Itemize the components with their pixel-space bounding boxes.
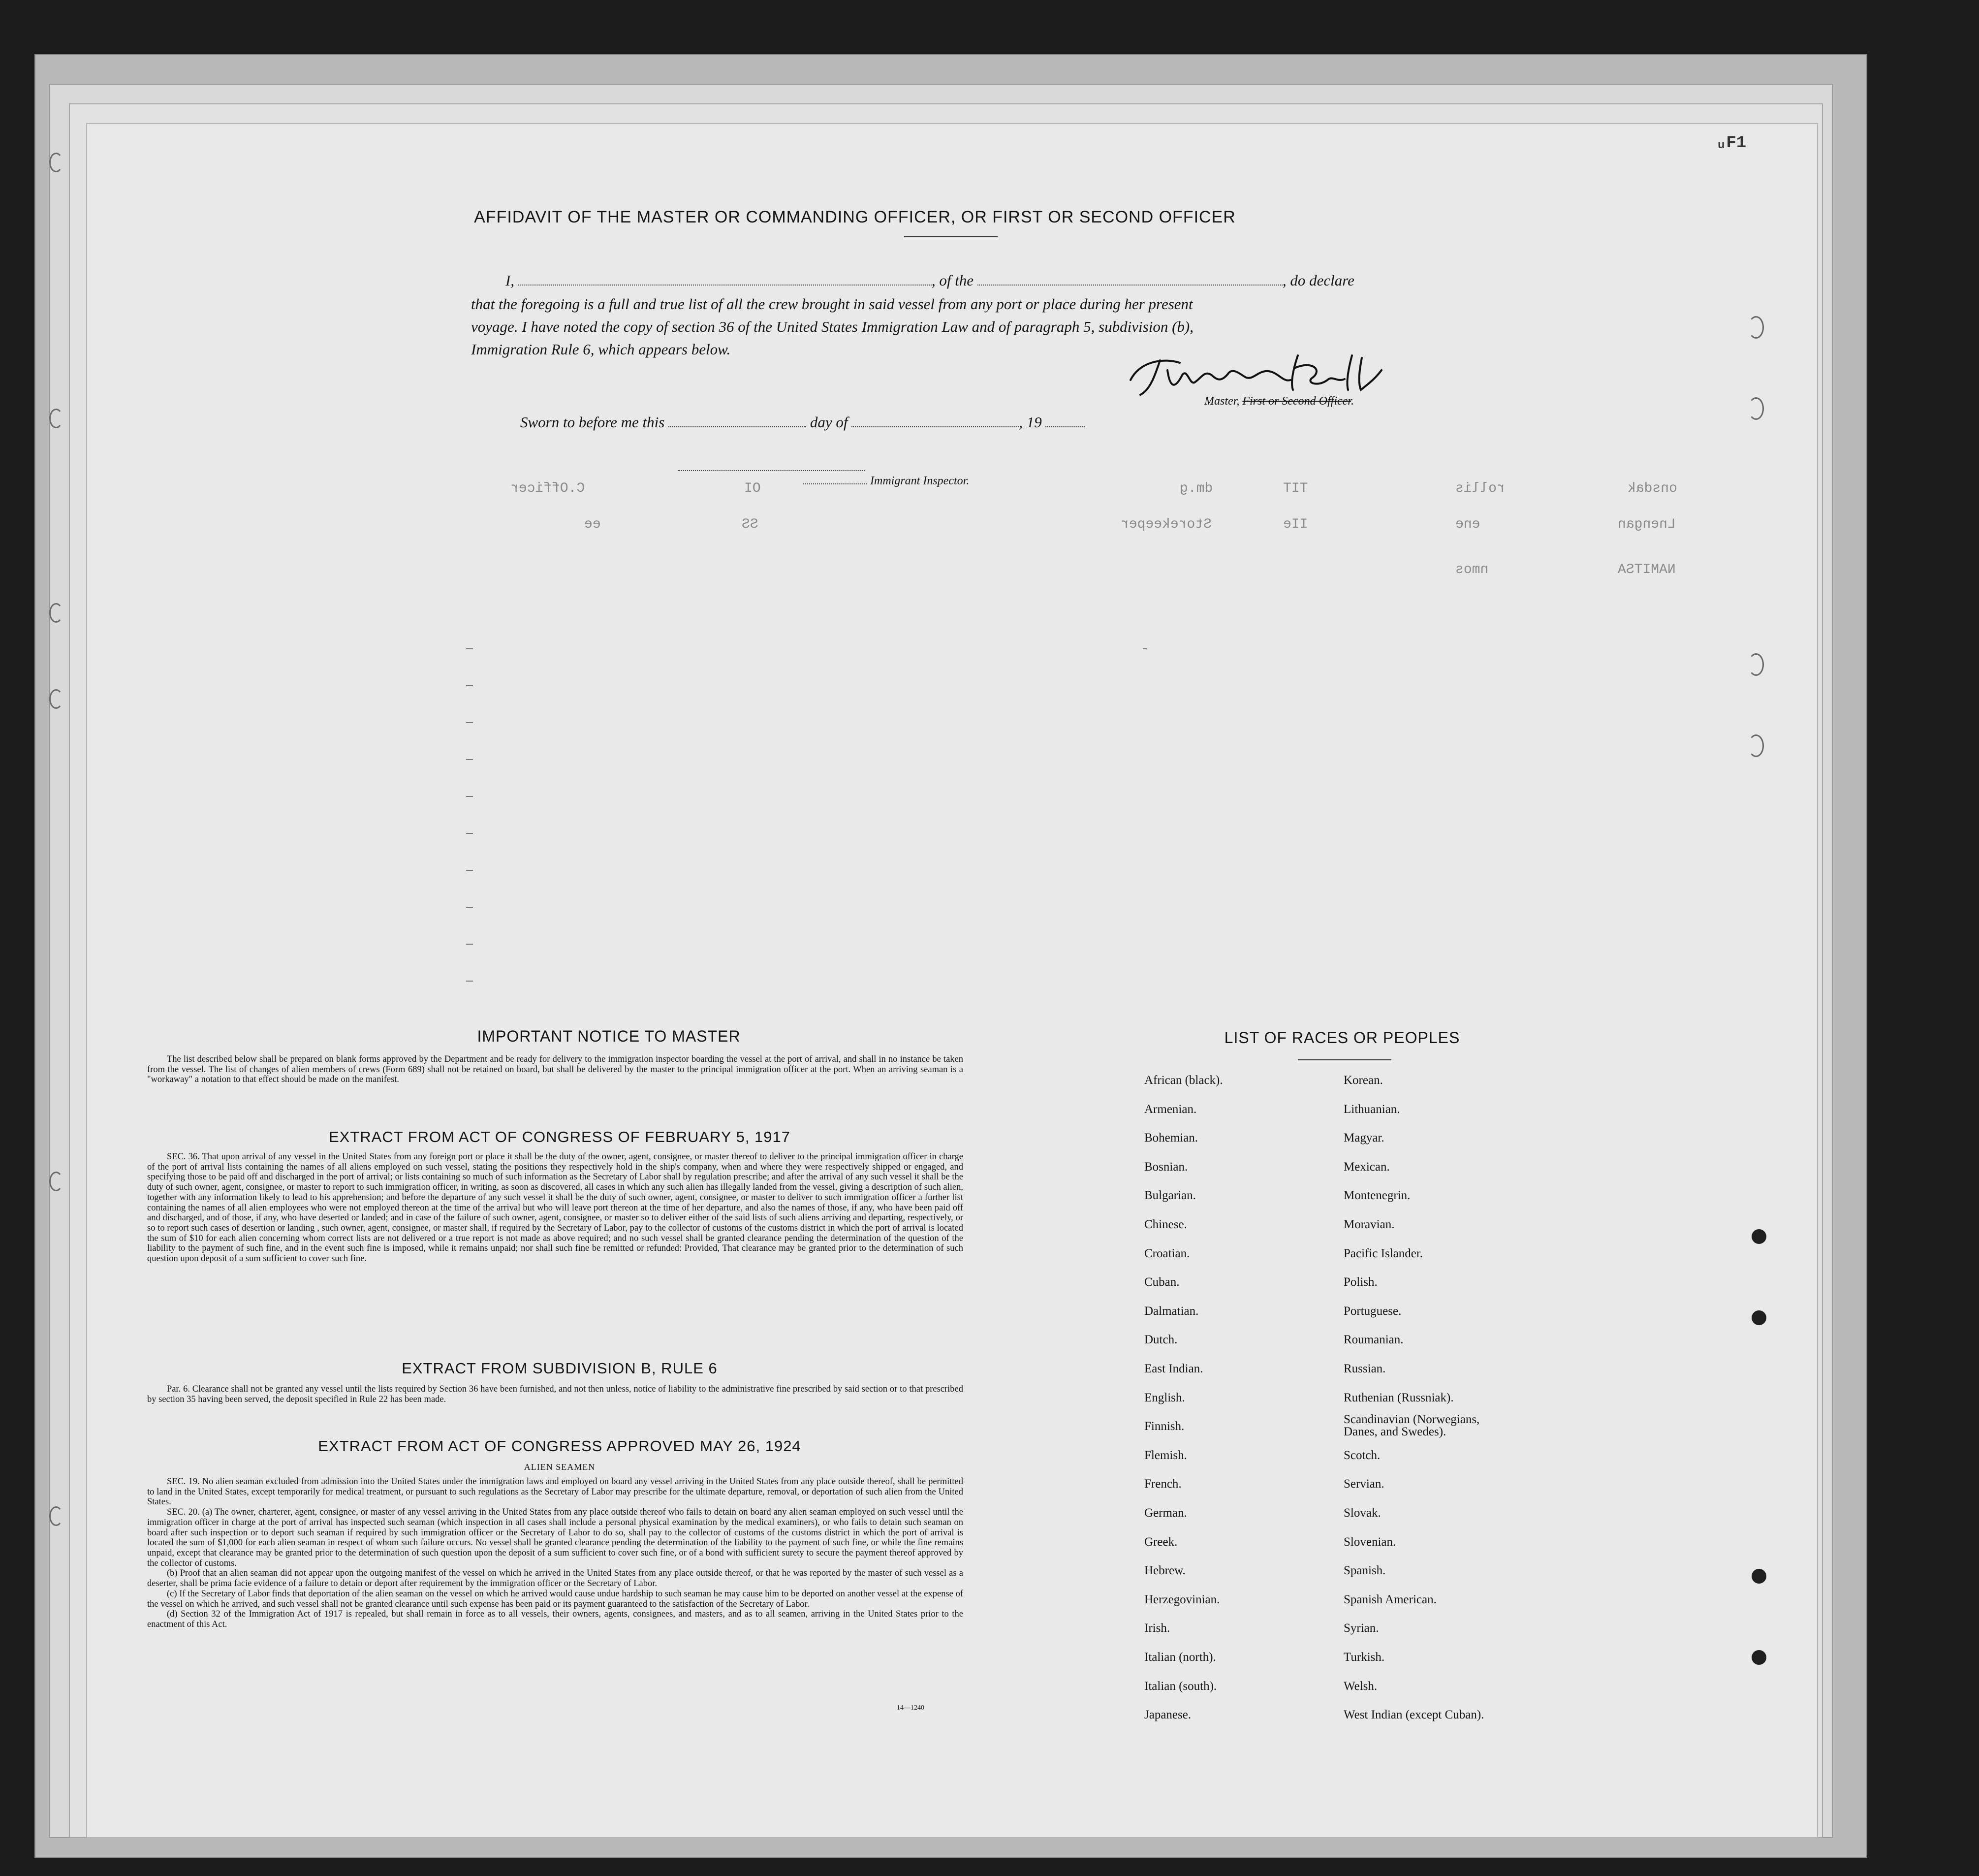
caption-period: .: [1351, 395, 1354, 408]
rule6-paragraph: Par. 6. Clearance shall not be granted any vessel until the lists required by Section 36 have been furnished, and not then unless, notice of liability to the administrative fine prescribed by said section or to that prescribed by section 35 having been served, the deposit specified in Rule 22 has been made.: [147, 1384, 963, 1404]
race-item: Armenian.: [1144, 1102, 1197, 1116]
inspector-label-text: Immigrant Inspector.: [870, 475, 970, 487]
faint-tick: [466, 907, 473, 908]
race-item: Portuguese.: [1344, 1304, 1402, 1318]
race-item: Japanese.: [1144, 1708, 1192, 1722]
races-rule: [1298, 1059, 1391, 1060]
sec-20a-paragraph: SEC. 20. (a) The owner, charterer, agent, consignee, or master of any vessel arriving in the United States from any place outside thereof who fails to detain on board any alien seaman employed on such vessel until the immigration officer in charge at the port of arrival has inspected such seaman (which inspection in all cases shall include a personal physical examination by the medical examiners), or who fails to detain such seaman on board after such inspection or to deport such seaman if required by such immigration officer or the Secretary of Labor to do so, shall pay to the collector of customs of the customs district in which the port of arrival is located the sum of $1,000 for each alien seaman in respect of whom such failure occurs. No vessel shall be granted clearance pending the determination of the liability to the payment of such fine, or while the fine remains unpaid, except that clearance may be granted prior to the determination of such question upon the deposit of a sum sufficient to cover such fine, or of a bond with sufficient surety to secure the payment thereof approved by the collector of customs.: [147, 1507, 963, 1568]
race-item: Moravian.: [1344, 1218, 1395, 1231]
inspector-blank[interactable]: [803, 479, 867, 484]
race-item: African (black).: [1144, 1074, 1223, 1087]
race-item: Montenegrin.: [1344, 1189, 1411, 1203]
race-item: Hebrew.: [1144, 1564, 1186, 1578]
sec-36-paragraph: SEC. 36. That upon arrival of any vessel in the United States from any foreign port or place it shall be the duty of the owner, agent, consignee, or master thereof to deliver to the principal immigration officer in charge of the port of arrival lists containing the names of all aliens employed on such vessel, stating the positions they respectively hold in the ship's company, when and where they were respectively shipped or engaged, and specifying those to be paid off and discharged in the port of arrival; or lists containing so much of such information as the Secretary of Labor shall by regulation prescribe; and after the arrival of any such vessel it shall be the duty of such owner, agent, consignee, or master to report to such immigration officer, in writing, as soon as discovered, all cases in which any such alien has illegally landed from the vessel, giving a description of such alien, together with any information likely to lead to his apprehension; and before the departure of any such vessel it shall be the duty of such owner, agent, consignee, or master to deliver to such immigration officer a further list containing the names of all alien employees who were not employed thereon at the time of the arrival but who will leave port thereon at the time of her departure, and also the names of those, if any, who have been paid off and discharged, and of those, if any, who have deserted or landed; and in case of the failure of such owner, agent, consignee, or master so to deliver either of the said lists of such aliens arriving and departing, respectively, or so to report such cases of desertion or landing , such owner, agent, consignee, or master shall, if required by the Secretary of Labor, pay to the collector of customs of the customs district in which the port of arrival is located the sum of $10 for each alien concerning whom correct lists are not delivered or a true report is not made as above required; and no such vessel shall be granted clearance pending the determination of the question of the liability to the payment of such fine, and in the event such fine is imposed, while it remains unpaid; nor shall such fine be remitted or refunded: Provided, That clearance may be granted prior to the determination of such question upon deposit of a sum sufficient to cover such fine.: [147, 1152, 963, 1264]
race-item: Finnish.: [1144, 1420, 1185, 1433]
bleed-text: ene: [1455, 517, 1480, 532]
notice-paragraph: The list described below shall be prepared on blank forms approved by the Department and be ready for delivery to the immigration inspector boarding the vessel at the port of arrival, and shall in no instance be taken from the vessel. The list of changes of alien members of crews (Form 689) shall not be retained on board, but shall be delivered by the master to the principal immigration officer at the port. When an arriving seaman is a "workaway" a notation to that effect should be made on the manifest.: [147, 1054, 963, 1085]
extract-1917-title: EXTRACT FROM ACT OF CONGRESS OF FEBRUARY 5, 1917: [328, 1128, 791, 1145]
faint-tick: [466, 981, 473, 982]
extract-1924-body: [147, 1477, 963, 1630]
faint-tick: [466, 870, 473, 871]
race-item: Polish.: [1344, 1275, 1378, 1289]
race-item: Welsh.: [1344, 1679, 1378, 1693]
faint-tick: [466, 648, 473, 649]
race-item: Dutch.: [1144, 1333, 1178, 1347]
race-item: West Indian (except Cuban).: [1344, 1708, 1484, 1722]
affidavit-do-declare: , do declare: [1282, 272, 1354, 289]
binder-ring: [49, 409, 63, 428]
bleed-text: ee: [584, 517, 601, 532]
bleed-text: OI: [744, 481, 761, 496]
race-item: Roumanian.: [1344, 1333, 1404, 1347]
affidavit-of-the: , of the: [931, 272, 974, 289]
signature-caption: [1204, 395, 1354, 408]
race-item: Scotch.: [1344, 1448, 1381, 1462]
race-item: Ruthenian (Russniak).: [1344, 1391, 1454, 1404]
bleed-text: onsdak: [1628, 481, 1677, 496]
name-blank[interactable]: [518, 281, 932, 286]
race-item: Herzegovinian.: [1144, 1592, 1220, 1606]
bleed-text: Storekeeper: [1121, 517, 1212, 532]
race-item: Turkish.: [1344, 1651, 1385, 1664]
race-item: Syrian.: [1344, 1622, 1379, 1635]
binder-ring: [1748, 397, 1764, 420]
race-item: Greek.: [1144, 1535, 1178, 1549]
affidavit-i: I,: [505, 272, 515, 289]
punch-hole: [1752, 1569, 1766, 1584]
sec-20b-paragraph: (b) Proof that an alien seaman did not appear upon the outgoing manifest of the vessel on which he arrived in the United States from any place outside thereof, or that he was reported by the master of such vessel as a deserter, shall be prima facie evidence of a failure to detain or deport after requirement by the immigration officer or the Secretary of Labor.: [147, 1568, 963, 1589]
sec-20c-paragraph: (c) If the Secretary of Labor finds that deportation of the alien seaman on the vessel on which he arrived would cause undue hardship to such seaman he may cause him to be deported on another vessel at the expense of the vessel on which he arrived, and such vessel shall not be granted clearance until such expense has been paid or its payment guaranteed to the satisfaction of the Secretary of Labor.: [147, 1589, 963, 1609]
day-of-label: day of: [810, 413, 848, 431]
binder-ring: [1748, 653, 1764, 676]
race-item: Pacific Islander.: [1344, 1246, 1423, 1260]
race-item: Scandinavian (Norwegians, Danes, and Swedes).: [1344, 1413, 1480, 1439]
faint-tick: [466, 685, 473, 686]
race-item: Lithuanian.: [1344, 1102, 1400, 1116]
race-item: Slovenian.: [1344, 1535, 1396, 1549]
binder-ring: [49, 603, 63, 623]
bleed-text: nmos: [1455, 562, 1489, 577]
affidavit-line-1: [505, 272, 1354, 289]
sworn-line: [520, 413, 1085, 431]
race-item: English.: [1144, 1391, 1185, 1404]
notice-title: IMPORTANT NOTICE TO MASTER: [477, 1027, 741, 1045]
punch-hole: [1752, 1310, 1766, 1325]
race-item: Bohemian.: [1144, 1131, 1198, 1145]
faint-tick: [1143, 648, 1147, 649]
month-blank[interactable]: [851, 422, 1019, 427]
race-item: Croatian.: [1144, 1246, 1190, 1260]
race-item: Slovak.: [1344, 1506, 1381, 1520]
caption-struck-officer: First or Second Officer: [1242, 395, 1351, 408]
faint-tick: [466, 759, 473, 760]
bleed-text: IIe: [1283, 517, 1308, 532]
caption-master: Master,: [1204, 395, 1243, 408]
punch-hole: [1752, 1650, 1766, 1665]
alien-seamen-subtitle: ALIEN SEAMEN: [524, 1462, 596, 1472]
sec-20d-paragraph: (d) Section 32 of the Immigration Act of 1917 is repealed, but shall remain in force as to all vessels, their owners, agents, consignees, and masters, and as to all seamen, arriving in the United States prior to the enactment of this Act.: [147, 1609, 963, 1630]
extract-1924-title: EXTRACT FROM ACT OF CONGRESS APPROVED MAY 26, 1924: [318, 1437, 801, 1455]
affidavit-title: AFFIDAVIT OF THE MASTER OR COMMANDING OFFICER, OR FIRST OR SECOND OFFICER: [474, 208, 1236, 226]
binder-ring: [1748, 316, 1764, 339]
race-item: Spanish American.: [1344, 1592, 1437, 1606]
race-item: Cuban.: [1144, 1275, 1180, 1289]
affidavit-line-3: voyage. I have noted the copy of section 36 of the United States Immigration Law and of paragraph 5, subdivision (b),: [471, 318, 1194, 335]
year-prefix: , 19: [1019, 413, 1042, 431]
races-title: LIST OF RACES OR PEOPLES: [1224, 1029, 1460, 1047]
race-item: Dalmatian.: [1144, 1304, 1199, 1318]
sec-19-paragraph: SEC. 19. No alien seaman excluded from admission into the United States under the immigration laws and employed on board any vessel arriving in the United States from any place outside thereof, shall be permitted to land in the United States, except temporarily for medical treatment, or pursuant to such regulations as the Secretary of Labor may prescribe for the ultimate departure, removal, or deportation of such alien from the United States.: [147, 1477, 963, 1507]
race-item: Magyar.: [1344, 1131, 1384, 1145]
page-number: ᵤF1: [1716, 134, 1747, 153]
faint-tick: [466, 944, 473, 945]
notice-body: [147, 1054, 963, 1085]
faint-tick: [466, 796, 473, 797]
race-item: Flemish.: [1144, 1448, 1187, 1462]
vessel-blank[interactable]: [977, 281, 1283, 286]
faint-tick: [466, 722, 473, 723]
year-blank[interactable]: [1045, 422, 1085, 427]
race-item: German.: [1144, 1506, 1187, 1520]
race-item: East Indian.: [1144, 1362, 1203, 1375]
extract-rule6-body: [147, 1384, 963, 1404]
race-item: Chinese.: [1144, 1218, 1187, 1231]
race-item: Irish.: [1144, 1622, 1170, 1635]
bleed-text: Lnengan: [1618, 517, 1676, 532]
binder-ring: [49, 1172, 63, 1191]
affidavit-line-2: that the foregoing is a full and true list of all the crew brought in said vessel from any port or place during her present: [471, 295, 1193, 313]
race-item: Bosnian.: [1144, 1160, 1188, 1174]
immigrant-inspector-label: [803, 475, 969, 488]
race-item: Italian (north).: [1144, 1651, 1216, 1664]
race-item: French.: [1144, 1477, 1182, 1491]
race-item: Italian (south).: [1144, 1679, 1217, 1693]
extract-1917-body: [147, 1152, 963, 1264]
faint-tick: [466, 833, 473, 834]
race-item: Russian.: [1344, 1362, 1386, 1375]
race-item: Bulgarian.: [1144, 1189, 1196, 1203]
binder-ring: [49, 1506, 63, 1526]
race-item: Mexican.: [1344, 1160, 1390, 1174]
day-blank[interactable]: [668, 422, 806, 427]
binder-ring: [49, 689, 63, 709]
inspector-signature-blank[interactable]: [678, 466, 865, 471]
title-rule: [904, 236, 998, 237]
bleed-text: dm.g: [1180, 481, 1213, 496]
punch-hole: [1752, 1229, 1766, 1244]
binder-ring: [49, 153, 63, 172]
bleed-text: rollis: [1455, 481, 1505, 496]
bleed-text: TIT: [1283, 481, 1308, 496]
binder-ring: [1748, 734, 1764, 757]
manifest-page: [86, 123, 1818, 1838]
bleed-text: SS: [742, 517, 758, 532]
race-item: Korean.: [1344, 1074, 1383, 1087]
extract-rule6-title: EXTRACT FROM SUBDIVISION B, RULE 6: [402, 1360, 718, 1377]
affidavit-line-4: Immigration Rule 6, which appears below.: [471, 341, 731, 358]
form-number: 14—1240: [897, 1704, 924, 1712]
bleed-text: NAMITSA: [1618, 562, 1676, 577]
race-item: Servian.: [1344, 1477, 1384, 1491]
bleed-text: C.Officer: [510, 481, 585, 496]
sworn-label: Sworn to before me this: [520, 413, 665, 431]
race-item: Spanish.: [1344, 1564, 1386, 1578]
